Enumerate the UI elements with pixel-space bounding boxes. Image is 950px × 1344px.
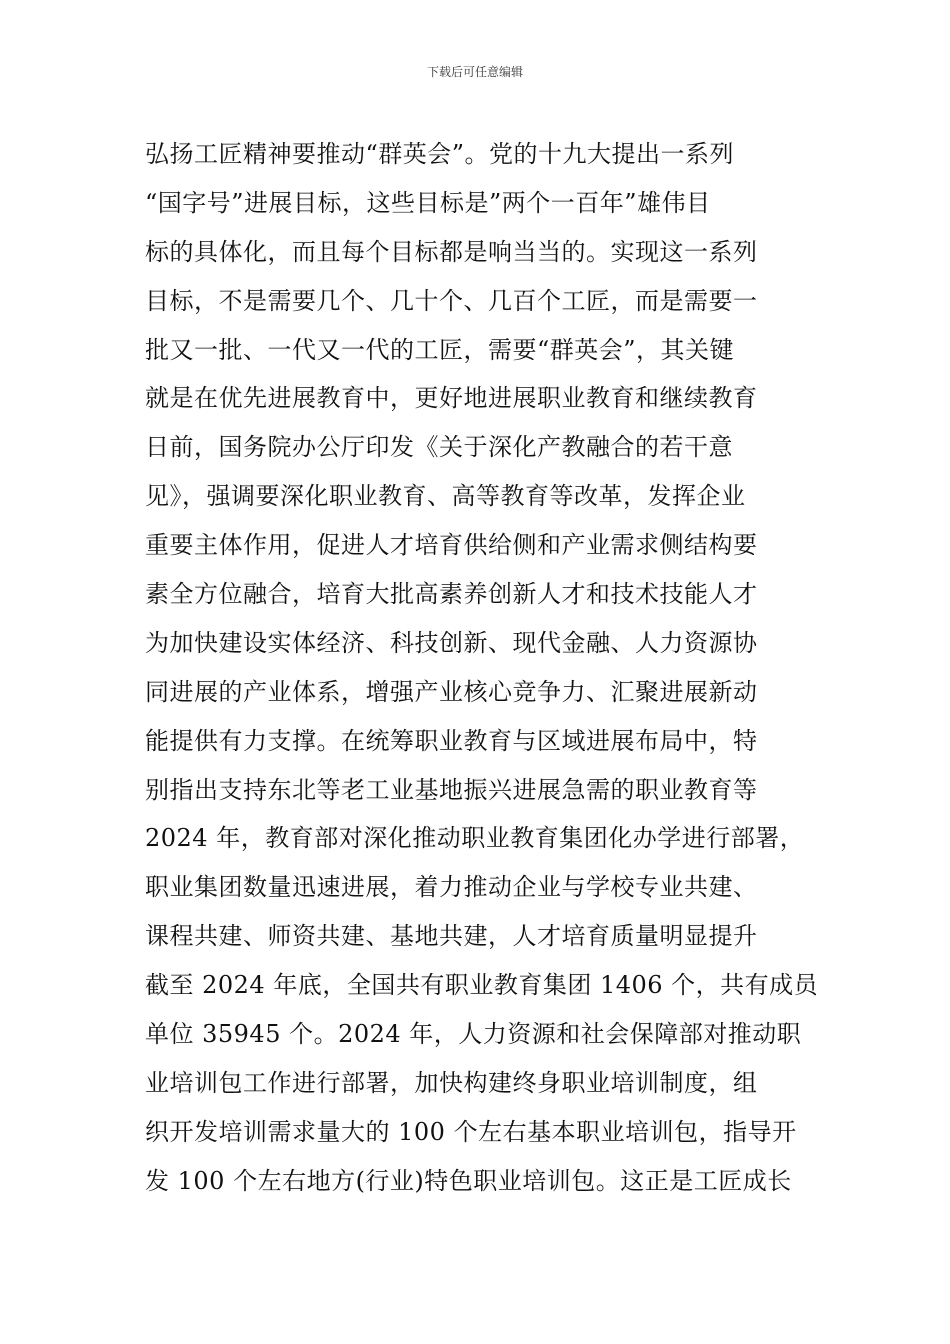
text-line: 发 100 个左右地方(行业)特色职业培训包。这正是工匠成长 <box>145 1166 792 1195</box>
text-line: 弘扬工匠精神要推动“群英会”。党的十九大提出一系列 <box>145 140 735 168</box>
text-line: 单位 35945 个。2024 年，人力资源和社会保障部对推动职 <box>145 1020 802 1049</box>
text-line: 目标，不是需要几个、几十个、几百个工匠，而是需要一 <box>145 286 758 315</box>
text-line: 截至 2024 年底，全国共有职业教育集团 1406 个，共有成员 <box>145 971 819 1000</box>
text-line: 业培训包工作进行部署，加快构建终身职业培训制度，组 <box>145 1068 758 1097</box>
text-line: 能提供有力支撑。在统筹职业教育与区域进展布局中，特 <box>145 726 758 755</box>
text-line: 标的具体化，而且每个目标都是响当当的。实现这一系列 <box>145 237 758 266</box>
text-line: 就是在优先进展教育中，更好地进展职业教育和继续教育 <box>145 384 758 413</box>
text-line: 2024 年，教育部对深化推动职业教育集团化办学进行部署， <box>145 824 805 853</box>
document-body <box>145 130 825 1206</box>
text-line: 素全方位融合，培育大批高素养创新人才和技术技能人才 <box>145 580 758 609</box>
text-line: 为加快建设实体经济、科技创新、现代金融、人力资源协 <box>145 628 758 657</box>
text-line: 别指出支持东北等老工业基地振兴进展急需的职业教育等 <box>145 775 758 804</box>
text-line: 同进展的产业体系，增强产业核心竞争力、汇聚进展新动 <box>145 677 758 706</box>
text-line: 重要主体作用，促进人才培育供给侧和产业需求侧结构要 <box>145 531 758 560</box>
text-line: “国字号”进展目标，这些目标是”两个一百年”雄伟目 <box>145 188 711 217</box>
text-line: 见》，强调要深化职业教育、高等教育等改革，发挥企业 <box>145 482 746 511</box>
text-line: 织开发培训需求量大的 100 个左右基本职业培训包，指导开 <box>145 1117 797 1146</box>
text-line: 批又一批、一代又一代的工匠，需要“群英会”，其关键 <box>145 335 735 364</box>
page-header-note: 下载后可任意编辑 <box>426 65 523 79</box>
text-line: 职业集团数量迅速进展，着力推动企业与学校专业共建、 <box>145 873 758 902</box>
text-line: 日前，国务院办公厅印发《关于深化产教融合的若干意 <box>145 433 733 462</box>
text-line: 课程共建、师资共建、基地共建，人才培育质量明显提升 <box>145 922 758 951</box>
